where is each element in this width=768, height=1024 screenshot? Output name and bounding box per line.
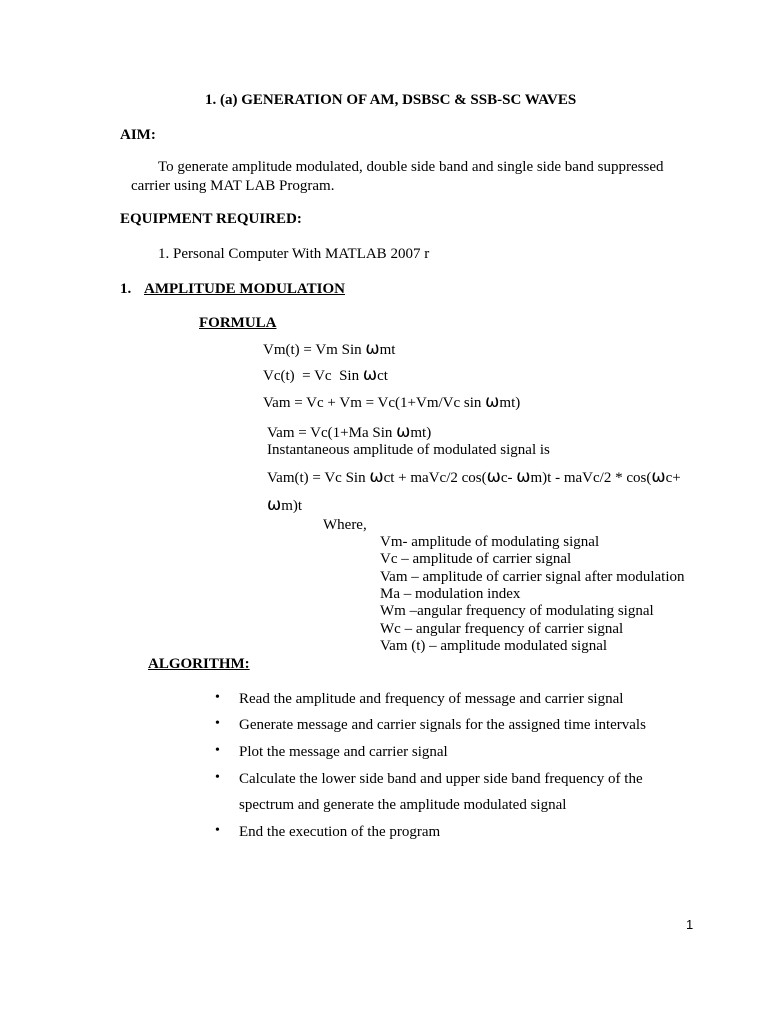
omega-symbol: ω [365, 339, 380, 359]
formula-text: ct [377, 368, 388, 384]
algorithm-heading: ALGORITHM: [148, 656, 250, 672]
formula-vc [263, 365, 388, 385]
definition-item: Vam (t) – amplitude modulated signal [380, 638, 608, 654]
formula-vm [263, 339, 395, 359]
formula-vam-t [267, 467, 681, 487]
algorithm-step-continued: spectrum and generate the amplitude modulated signal [239, 797, 567, 813]
formula-heading: FORMULA [199, 315, 277, 331]
formula-text: m)t [281, 498, 303, 514]
where-label: Where, [323, 517, 367, 533]
formula-text: Vc(t) = Vc Sin [263, 368, 363, 384]
definition-item: Ma – modulation index [380, 586, 521, 602]
instantaneous-label: Instantaneous amplitude of modulated signal is [267, 442, 550, 458]
formula-text: mt) [410, 425, 432, 441]
equipment-heading: EQUIPMENT REQUIRED: [120, 211, 302, 227]
definition-item: Vc – amplitude of carrier signal [380, 551, 572, 567]
formula-text: c+ [665, 470, 681, 486]
definition-item: Wm –angular frequency of modulating signal [380, 603, 654, 619]
omega-symbol: ω [369, 467, 384, 487]
bullet-icon: • [215, 716, 220, 731]
bullet-icon: • [215, 770, 220, 785]
equipment-item: 1. Personal Computer With MATLAB 2007 r [158, 246, 430, 262]
formula-text: mt [379, 342, 396, 358]
definition-item: Wc – angular frequency of carrier signal [380, 621, 624, 637]
formula-text: Vm(t) = Vm Sin [263, 342, 366, 358]
omega-symbol: ω [651, 467, 666, 487]
aim-text-line-1: To generate amplitude modulated, double side band and single side band suppressed [158, 159, 664, 175]
omega-symbol: ω [362, 365, 378, 385]
document-title: 1. (a) GENERATION OF AM, DSBSC & SSB-SC WAVES [205, 92, 577, 108]
formula-vam-t-continued [267, 495, 302, 515]
omega-symbol: ω [267, 495, 282, 515]
algorithm-step: Calculate the lower side band and upper side band frequency of the [239, 771, 643, 787]
omega-symbol: ω [396, 422, 411, 442]
page-number: 1 [686, 917, 694, 932]
formula-text: mt) [499, 395, 521, 411]
algorithm-step: End the execution of the program [239, 824, 441, 840]
algorithm-step: Read the amplitude and frequency of message and carrier signal [239, 691, 624, 707]
section-number: 1. [120, 281, 132, 297]
section-heading: AMPLITUDE MODULATION [144, 281, 345, 297]
algorithm-step: Plot the message and carrier signal [239, 744, 448, 760]
bullet-icon: • [215, 823, 220, 838]
formula-text: Vam = Vc(1+Ma Sin [267, 425, 397, 441]
algorithm-step: Generate message and carrier signals for the assigned time intervals [239, 717, 646, 733]
omega-symbol: ω [486, 467, 501, 487]
omega-symbol: ω [485, 392, 500, 412]
definition-item: Vam – amplitude of carrier signal after modulation [380, 569, 685, 585]
aim-text-line-2: carrier using MAT LAB Program. [131, 178, 335, 194]
formula-text: ct + maVc/2 cos( [383, 470, 487, 486]
formula-vam [263, 392, 520, 412]
bullet-icon: • [215, 690, 220, 705]
formula-text: c- [500, 470, 517, 486]
formula-text: m)t - maVc/2 * cos( [530, 470, 652, 486]
formula-vam-ma [267, 422, 431, 442]
formula-text: Vam(t) = Vc Sin [267, 470, 370, 486]
aim-heading: AIM: [120, 127, 156, 143]
definition-item: Vm- amplitude of modulating signal [380, 534, 600, 550]
omega-symbol: ω [516, 467, 531, 487]
bullet-icon: • [215, 743, 220, 758]
formula-text: Vam = Vc + Vm = Vc(1+Vm/Vc sin [263, 395, 486, 411]
